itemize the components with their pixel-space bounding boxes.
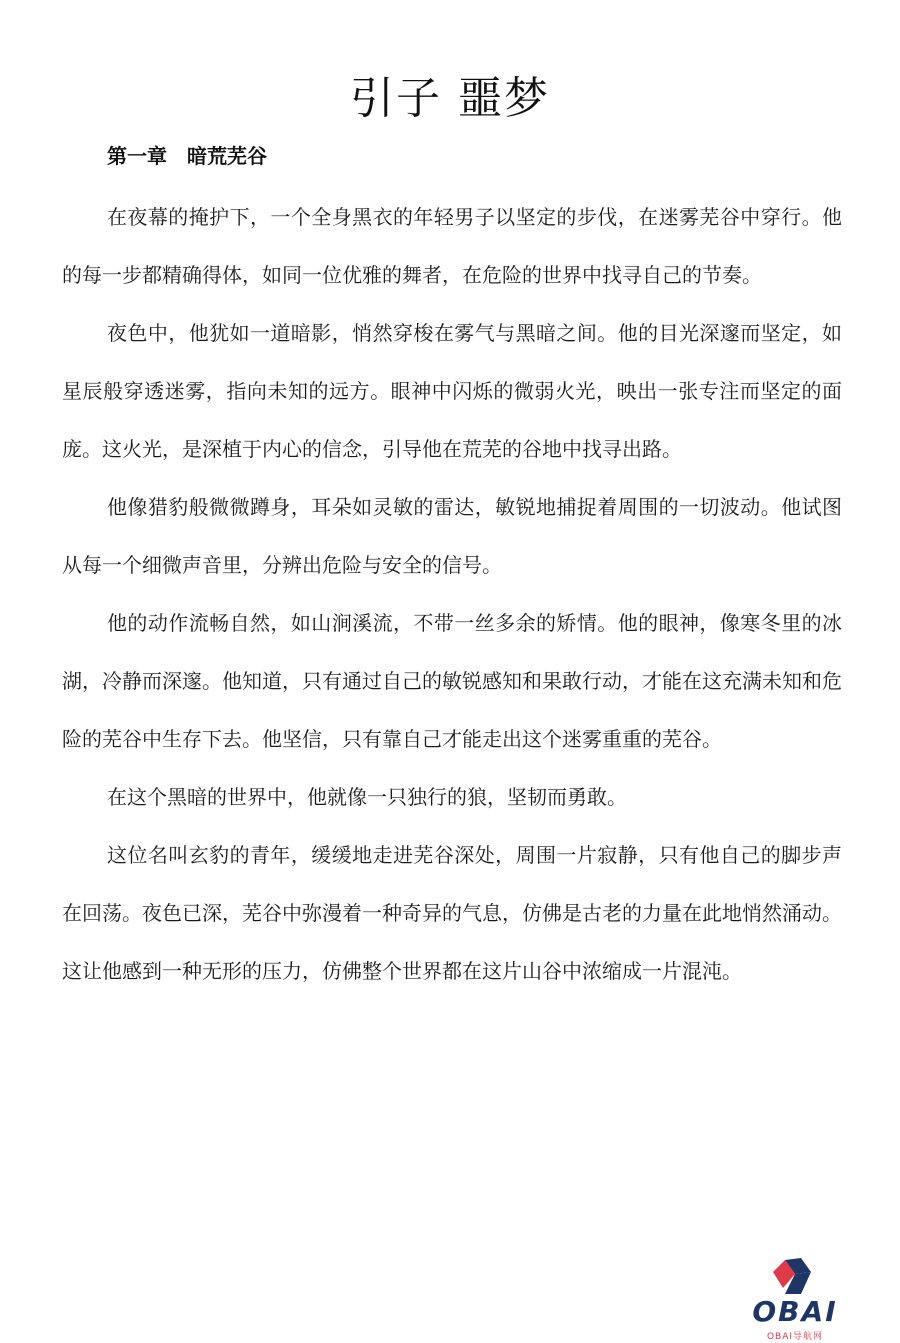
paragraph: 他像猎豹般微微蹲身，耳朵如灵敏的雷达，敏锐地捕捉着周围的一切波动。他试图从每一个细微声音里，分辨出危险与安全的信号。 bbox=[62, 495, 842, 577]
paragraph: 夜色中，他犹如一道暗影，悄然穿梭在雾气与黑暗之间。他的目光深邃而坚定，如星辰般穿透迷雾，指向未知的远方。眼神中闪烁的微弱火光，映出一张专注而坚定的面庞。这火光，是深植于内心的信念，引导他在荒芜的谷地中找寻出路。 bbox=[62, 321, 842, 461]
page-title: 引子 噩梦 bbox=[350, 73, 550, 124]
document-body bbox=[62, 188, 842, 1000]
paragraph: 在这个黑暗的世界中，他就像一只独行的狼，坚韧而勇敢。 bbox=[107, 785, 627, 809]
chapter-heading: 第一章 暗荒芜谷 bbox=[107, 144, 267, 168]
logo-text: OBAI bbox=[752, 1295, 838, 1328]
paragraph: 在夜幕的掩护下，一个全身黑衣的年轻男子以坚定的步伐，在迷雾芜谷中穿行。他的每一步都精确得体，如同一位优雅的舞者，在危险的世界中找寻自己的节奏。 bbox=[62, 205, 842, 287]
cube-icon bbox=[771, 1258, 815, 1298]
watermark-logo bbox=[745, 1258, 845, 1340]
logo-subtitle: OBAI导航网 bbox=[766, 1332, 824, 1342]
paragraph: 他的动作流畅自然，如山涧溪流，不带一丝多余的矫情。他的眼神，像寒冬里的冰湖，冷静而深邃。他知道，只有通过自己的敏锐感知和果敢行动，才能在这充满未知和危险的芜谷中生存下去。他坚信，只有靠自己才能走出这个迷雾重重的芜谷。 bbox=[62, 611, 842, 751]
paragraph: 这位名叫玄豹的青年，缓缓地走进芜谷深处，周围一片寂静，只有他自己的脚步声在回荡。夜色已深，芜谷中弥漫着一种奇异的气息，仿佛是古老的力量在此地悄然涌动。这让他感到一种无形的压力，仿佛整个世界都在这片山谷中浓缩成一片混沌。 bbox=[62, 843, 842, 983]
